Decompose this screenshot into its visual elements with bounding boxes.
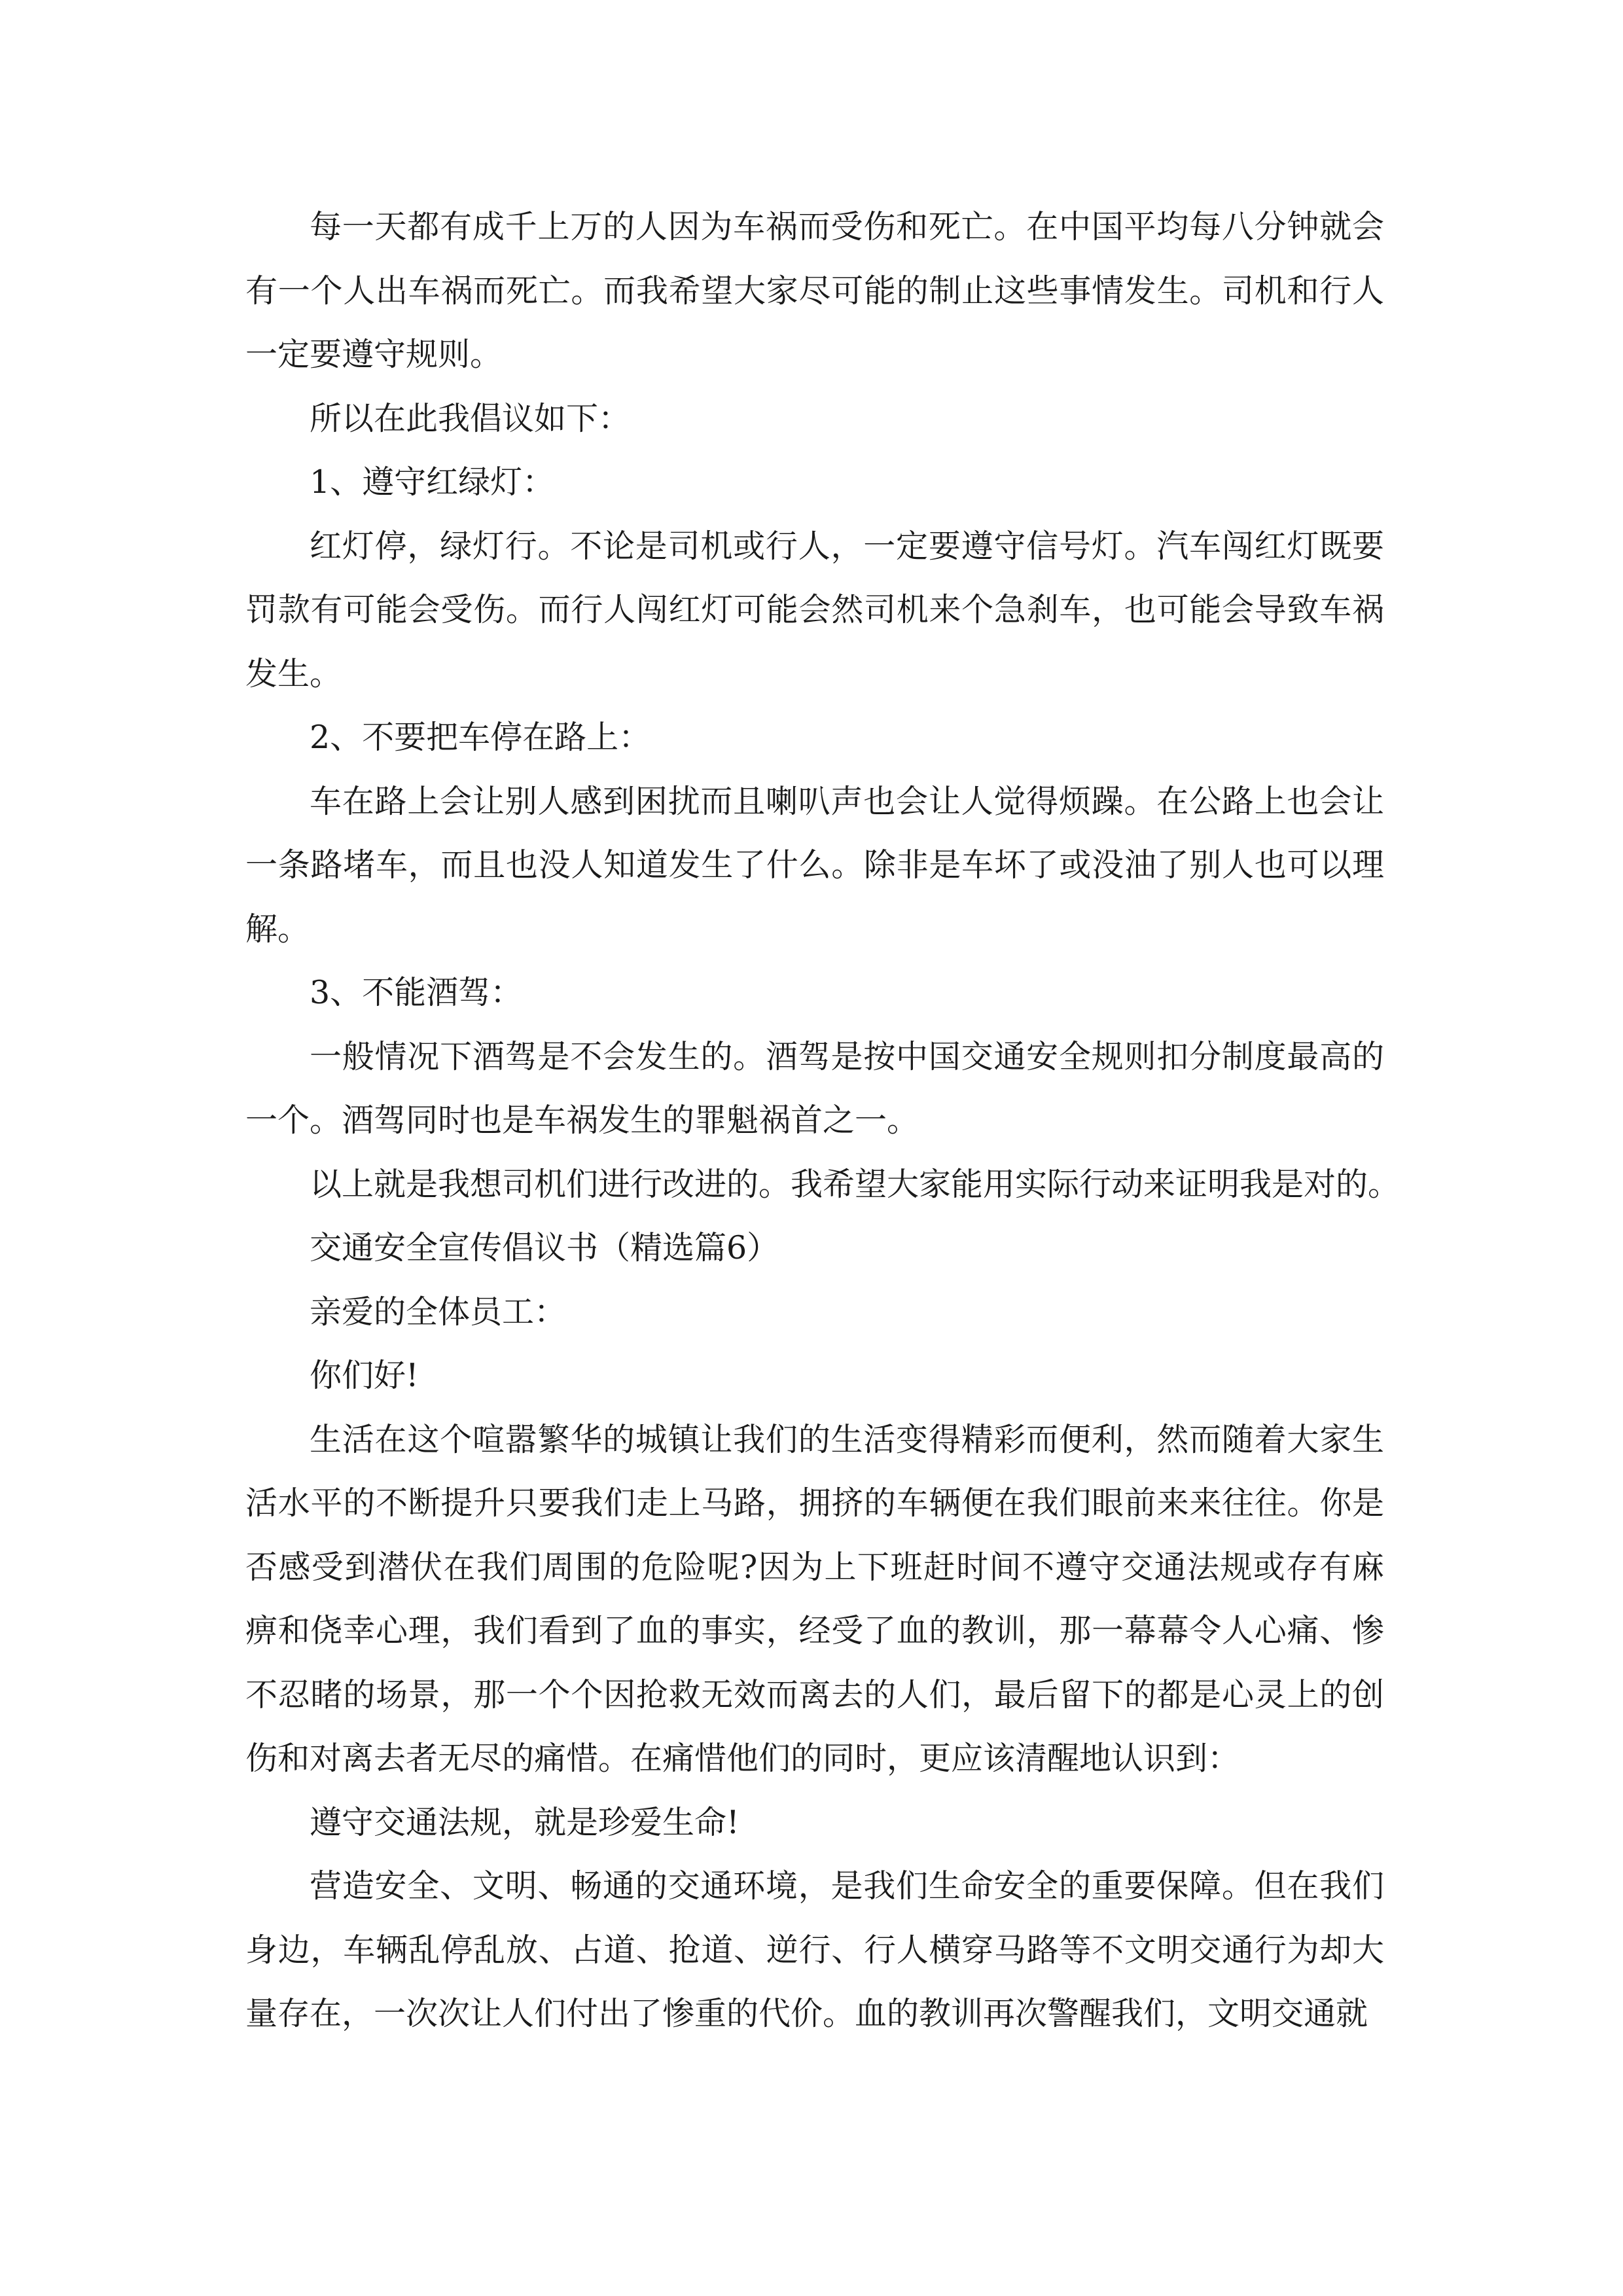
paragraph-environment: 营造安全、文明、畅通的交通环境，是我们生命安全的重要保障。但在我们身边，车辆乱停乱放、占道、抢道、逆行、行人横穿马路等不文明交通行为却大量存在，一次次让人们付出了惨重的代价。血的教训再次警醒我们，文明交通就	[245, 1867, 1384, 2032]
greeting: 你们好!	[310, 1357, 419, 1394]
section-title: 交通安全宣传倡议书（精选篇6）	[310, 1229, 779, 1266]
paragraph-item-3: 一般情况下酒驾是不会发生的。酒驾是按中国交通安全规则扣分制度最高的一个。酒驾同时也是车祸发生的罪魁祸首之一。	[245, 1037, 1384, 1139]
paragraph-conclusion: 以上就是我想司机们进行改进的。我希望大家能用实际行动来证明我是对的。	[310, 1165, 1400, 1203]
salutation: 亲爱的全体员工：	[310, 1293, 567, 1331]
heading-item-1: 1、遵守红绿灯：	[310, 463, 555, 501]
paragraph-intro: 每一天都有成千上万的人因为车祸而受伤和死亡。在中国平均每八分钟就会有一个人出车祸而死亡。而我希望大家尽可能的制止这些事情发生。司机和行人一定要遵守规则。	[245, 208, 1384, 373]
heading-item-2: 2、不要把车停在路上：	[310, 719, 651, 756]
paragraph-item-1: 红灯停，绿灯行。不论是司机或行人，一定要遵守信号灯。汽车闯红灯既要罚款有可能会受伤。而行人闯红灯可能会然司机来个急刹车，也可能会导致车祸发生。	[245, 527, 1384, 692]
paragraph-life-city: 生活在这个喧嚣繁华的城镇让我们的生活变得精彩而便利，然而随着大家生活水平的不断提升只要我们走上马路，拥挤的车辆便在我们眼前来来往往。你是否感受到潜伏在我们周围的危险呢?因为上下班赶时间不遵守交通法规或存有麻痹和侥幸心理，我们看到了血的事实，经受了血的教训，那一幕幕令人心痛、惨不忍睹的场景，那一个个因抢救无效而离去的人们，最后留下的都是心灵上的创伤和对离去者无尽的痛惜。在痛惜他们的同时，更应该清醒地认识到：	[245, 1420, 1384, 1777]
paragraph-proposal-lead: 所以在此我倡议如下：	[310, 399, 631, 437]
heading-item-3: 3、不能酒驾：	[310, 974, 523, 1011]
document-page	[245, 195, 1400, 2046]
paragraph-item-2: 车在路上会让别人感到困扰而且喇叭声也会让人觉得烦躁。在公路上也会让一条路堵车，而且也没人知道发生了什么。除非是车坏了或没油了别人也可以理解。	[245, 782, 1384, 948]
paragraph-slogan: 遵守交通法规，就是珍爱生命!	[310, 1803, 740, 1841]
